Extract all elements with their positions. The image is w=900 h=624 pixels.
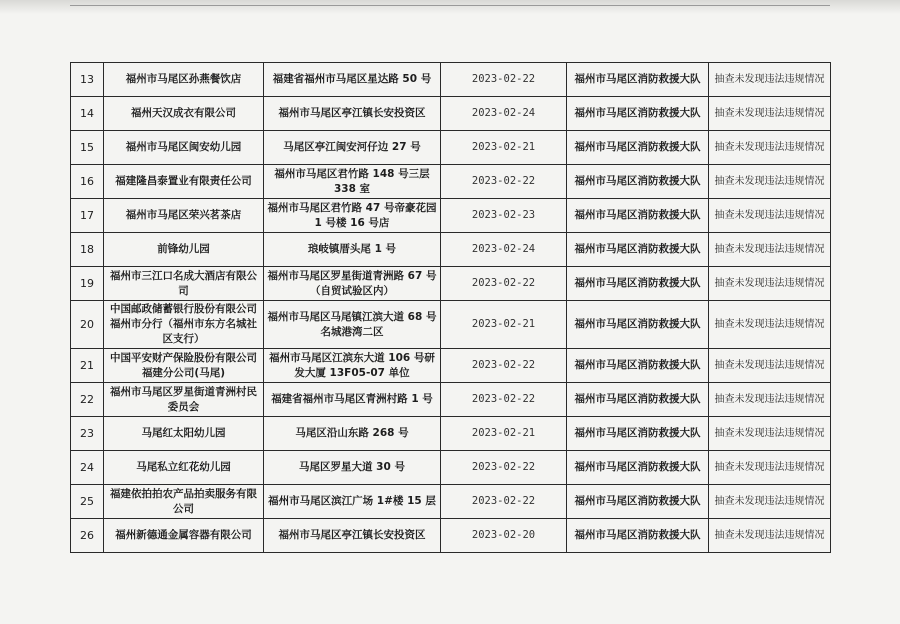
entity-name: 福建依拍拍农产品拍卖服务有限公司 [104, 485, 264, 519]
inspection-unit: 福州市马尾区消防救援大队 [567, 485, 709, 519]
entity-address: 福州市马尾区亭江镇长安投资区 [264, 519, 441, 553]
entity-name: 福州天汉成衣有限公司 [104, 97, 264, 131]
inspection-result: 抽查未发现违法违规情况 [709, 199, 831, 233]
entity-name: 中国邮政储蓄银行股份有限公司福州市分行（福州市东方名城社区支行） [104, 301, 264, 349]
entity-name: 福州市三江口名成大酒店有限公司 [104, 267, 264, 301]
inspection-date: 2023-02-24 [441, 97, 567, 131]
inspection-date: 2023-02-21 [441, 417, 567, 451]
row-number: 24 [71, 451, 104, 485]
inspection-result: 抽查未发现违法违规情况 [709, 451, 831, 485]
row-number: 26 [71, 519, 104, 553]
entity-address: 福州市马尾区罗星街道青洲路 67 号（自贸试验区内） [264, 267, 441, 301]
inspection-unit: 福州市马尾区消防救援大队 [567, 383, 709, 417]
table-row [71, 97, 831, 131]
table-row [71, 63, 831, 97]
entity-address: 福州市马尾区君竹路 47 号帝豪花园 1 号楼 16 号店 [264, 199, 441, 233]
entity-name: 马尾红太阳幼儿园 [104, 417, 264, 451]
entity-address: 福州市马尾区君竹路 148 号三层 338 室 [264, 165, 441, 199]
previous-page-border [70, 5, 830, 6]
table-row [71, 233, 831, 267]
table-row [71, 417, 831, 451]
inspection-unit: 福州市马尾区消防救援大队 [567, 165, 709, 199]
inspection-result: 抽查未发现违法违规情况 [709, 97, 831, 131]
inspection-unit: 福州市马尾区消防救援大队 [567, 301, 709, 349]
row-number: 21 [71, 349, 104, 383]
table-row [71, 301, 831, 349]
row-number: 15 [71, 131, 104, 165]
entity-name: 福州市马尾区罗星街道青洲村民委员会 [104, 383, 264, 417]
inspection-result: 抽查未发现违法违规情况 [709, 63, 831, 97]
inspection-result: 抽查未发现违法违规情况 [709, 267, 831, 301]
entity-name: 福建隆昌泰置业有限责任公司 [104, 165, 264, 199]
inspection-unit: 福州市马尾区消防救援大队 [567, 417, 709, 451]
inspection-unit: 福州市马尾区消防救援大队 [567, 233, 709, 267]
table-row [71, 519, 831, 553]
inspection-date: 2023-02-20 [441, 519, 567, 553]
inspection-unit: 福州市马尾区消防救援大队 [567, 519, 709, 553]
entity-name: 福州市马尾区孙燕餐饮店 [104, 63, 264, 97]
inspection-date: 2023-02-22 [441, 165, 567, 199]
row-number: 16 [71, 165, 104, 199]
table-row [71, 485, 831, 519]
entity-address: 马尾区亭江闽安河仔边 27 号 [264, 131, 441, 165]
inspection-date: 2023-02-21 [441, 301, 567, 349]
row-number: 14 [71, 97, 104, 131]
entity-address: 福建省福州市马尾区星达路 50 号 [264, 63, 441, 97]
table-row [71, 383, 831, 417]
inspection-result: 抽查未发现违法违规情况 [709, 233, 831, 267]
inspection-date: 2023-02-22 [441, 349, 567, 383]
inspection-result: 抽查未发现违法违规情况 [709, 349, 831, 383]
row-number: 17 [71, 199, 104, 233]
inspection-unit: 福州市马尾区消防救援大队 [567, 349, 709, 383]
inspection-date: 2023-02-23 [441, 199, 567, 233]
inspection-result: 抽查未发现违法违规情况 [709, 519, 831, 553]
inspection-records-table [70, 62, 831, 553]
inspection-unit: 福州市马尾区消防救援大队 [567, 267, 709, 301]
row-number: 23 [71, 417, 104, 451]
inspection-unit: 福州市马尾区消防救援大队 [567, 451, 709, 485]
inspection-result: 抽查未发现违法违规情况 [709, 301, 831, 349]
row-number: 13 [71, 63, 104, 97]
inspection-result: 抽查未发现违法违规情况 [709, 485, 831, 519]
inspection-unit: 福州市马尾区消防救援大队 [567, 63, 709, 97]
entity-address: 马尾区沿山东路 268 号 [264, 417, 441, 451]
row-number: 22 [71, 383, 104, 417]
inspection-date: 2023-02-22 [441, 485, 567, 519]
entity-address: 福州市马尾区亭江镇长安投资区 [264, 97, 441, 131]
table-row [71, 199, 831, 233]
entity-address: 马尾区罗星大道 30 号 [264, 451, 441, 485]
table-row [71, 131, 831, 165]
entity-name: 福州新德通金属容器有限公司 [104, 519, 264, 553]
entity-name: 福州市马尾区闽安幼儿园 [104, 131, 264, 165]
inspection-unit: 福州市马尾区消防救援大队 [567, 97, 709, 131]
entity-address: 福州市马尾区滨江广场 1#楼 15 层 [264, 485, 441, 519]
entity-address: 福州市马尾区马尾镇江滨大道 68 号名城港湾二区 [264, 301, 441, 349]
table-row [71, 165, 831, 199]
inspection-date: 2023-02-21 [441, 131, 567, 165]
row-number: 25 [71, 485, 104, 519]
inspection-date: 2023-02-22 [441, 383, 567, 417]
inspection-date: 2023-02-22 [441, 267, 567, 301]
table-row [71, 451, 831, 485]
inspection-result: 抽查未发现违法违规情况 [709, 165, 831, 199]
row-number: 20 [71, 301, 104, 349]
table-row [71, 349, 831, 383]
entity-name: 中国平安财产保险股份有限公司福建分公司(马尾) [104, 349, 264, 383]
inspection-result: 抽查未发现违法违规情况 [709, 417, 831, 451]
entity-address: 琅岐镇厝头尾 1 号 [264, 233, 441, 267]
inspection-result: 抽查未发现违法违规情况 [709, 131, 831, 165]
scan-top-edge [0, 0, 900, 14]
row-number: 19 [71, 267, 104, 301]
table-row [71, 267, 831, 301]
inspection-unit: 福州市马尾区消防救援大队 [567, 199, 709, 233]
records-body [71, 63, 831, 553]
entity-name: 马尾私立红花幼儿园 [104, 451, 264, 485]
inspection-unit: 福州市马尾区消防救援大队 [567, 131, 709, 165]
entity-address: 福州市马尾区江滨东大道 106 号研发大厦 13F05-07 单位 [264, 349, 441, 383]
row-number: 18 [71, 233, 104, 267]
entity-address: 福建省福州市马尾区青洲村路 1 号 [264, 383, 441, 417]
inspection-date: 2023-02-22 [441, 451, 567, 485]
inspection-date: 2023-02-24 [441, 233, 567, 267]
entity-name: 前锋幼儿园 [104, 233, 264, 267]
inspection-result: 抽查未发现违法违规情况 [709, 383, 831, 417]
inspection-date: 2023-02-22 [441, 63, 567, 97]
entity-name: 福州市马尾区荣兴茗茶店 [104, 199, 264, 233]
